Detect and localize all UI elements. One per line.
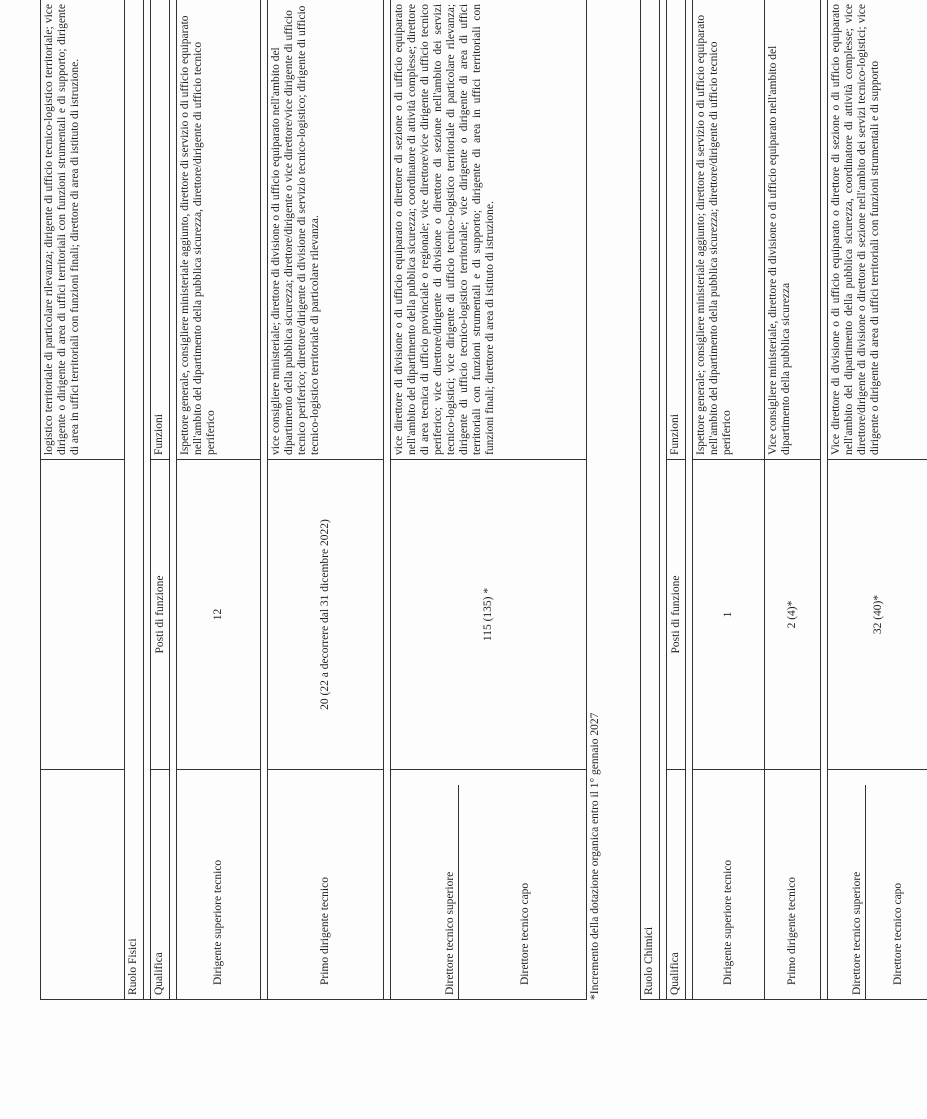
chimici-header-funzioni: Funzioni bbox=[667, 0, 686, 460]
chimici-row-3-qualifica: Direttore tecnico capo bbox=[891, 882, 904, 985]
continuation-qualifica-cell bbox=[41, 770, 125, 1000]
fisici-row-3-qualifica-cell bbox=[391, 770, 587, 1000]
fisici-footnote: *Incremento della dotazione organica entro il 1° gennaio 2027 bbox=[589, 712, 601, 1000]
continuation-funzioni-cell: logistico territoriale di particolare rilevanza; dirigente di ufficio tecnico-logistico territoriale; vice dirigente o dirigente di area di uffici territoriali con funzioni strumentali e di supporto; dirigente di area in uffici territoriali con funzioni finali; direttore di area di istituto di istruzione. bbox=[41, 0, 125, 460]
fisici-row-2-funzioni: vice consigliere ministeriale; direttore di divisione o di ufficio equiparato nell'ambito del dipartimento della pubblica sicurezza; direttore/dirigente o vice direttore/vice dirigente di ufficio tecnico periferico; direttore/dirigente di divisione di servizio tecnico-logistico; dirigente di ufficio tecnico-logistico territoriale di particolare rilevanza. bbox=[268, 0, 384, 460]
fisici-spacer-band bbox=[144, 0, 151, 1000]
fisici-row-3-funzioni: vice direttore di divisione o di ufficio equiparato o direttore di sezione o di ufficio equiparato nell'ambito del dipartimento della pubblica sicurezza; coordinatore di attività complesse; direttore di area tecnica di ufficio provinciale o regionale; vice direttore/vice dirigente di ufficio tecnico periferico; vice direttore/dirigente di divisione o direttore di sezione nell'ambito dei servizi tecnico-logistici; vice dirigente di ufficio tecnico-logistico territoriale di particolare rilevanza; dirigente di ufficio tecnico-logistico territoriale; vice dirigente o dirigente di area di uffici territoriali con funzioni strumentali e di supporto; dirigente di area in uffici territoriali con funzioni finali; direttore di area di istituto di istruzione. bbox=[391, 0, 587, 460]
fisici-row-1-funzioni: Ispettore generale, consigliere ministeriale aggiunto, direttore di servizio o di ufficio equiparato nell'ambito del dipartimento della pubblica sicurezza, direttore/dirigente di ufficio tecnico periferico bbox=[177, 0, 261, 460]
chimici-row-3-qualifica-top: Direttore tecnico superiore bbox=[851, 785, 866, 999]
chimici-row-3-funzioni: Vice direttore di divisione o di ufficio equiparato o direttore di sezione o di ufficio equiparato nell'ambito del dipartimento della pubblica sicurezza, coordinatore di attività complesse; vice direttore/dirigente di divisione o direttore di sezione nell'ambito dei servizi tecnico-logistici; vice dirigente o dirigente di area di uffici territoriali con funzioni strumentali e di supporto bbox=[828, 0, 927, 460]
chimici-row-1-posti: 1 bbox=[693, 460, 765, 770]
fisici-row-3-qualifica: Direttore tecnico capo bbox=[518, 882, 531, 985]
chimici-header-qualifica: Qualifica bbox=[667, 770, 686, 1000]
fisici-row-3-qualifica-top: Direttore tecnico superiore bbox=[444, 785, 459, 999]
chimici-row-1-funzioni: Ispettore generale; consigliere ministeriale aggiunto; direttore di servizio o di ufficio equiparato nell'ambito del dipartimento della pubblica sicurezza; direttore/dirigente di ufficio tecnico periferico bbox=[693, 0, 765, 460]
chimici-spacer-band-2 bbox=[686, 0, 693, 1000]
fisici-header-posti: Posti di funzione bbox=[151, 460, 170, 770]
chimici-title: Ruolo Chimici bbox=[641, 0, 660, 1000]
chimici-row-3-posti: 32 (40)* bbox=[828, 460, 927, 770]
chimici-spacer-band-3 bbox=[821, 0, 828, 1000]
chimici-row-2-qualifica: Primo dirigente tecnico bbox=[765, 770, 821, 1000]
chimici-row-3-qualifica-cell bbox=[828, 770, 927, 1000]
chimici-spacer-band bbox=[660, 0, 667, 1000]
continuation-posti-cell bbox=[41, 460, 125, 770]
fisici-row-1-posti: 12 bbox=[177, 460, 261, 770]
fisici-row-2-qualifica: Primo dirigente tecnico bbox=[268, 770, 384, 1000]
chimici-row-1-qualifica: Dirigente superiore tecnico bbox=[693, 770, 765, 1000]
chimici-row-2-funzioni: Vice consigliere ministeriale, direttore di divisione o di ufficio equiparato nell'ambito del dipartimento della pubblica sicurezza bbox=[765, 0, 821, 460]
chimici-table bbox=[640, 0, 927, 1000]
fisici-spacer-band-3 bbox=[261, 0, 268, 1000]
fisici-spacer-band-2 bbox=[170, 0, 177, 1000]
chimici-row-2-posti: 2 (4)* bbox=[765, 460, 821, 770]
fisici-header-qualifica: Qualifica bbox=[151, 770, 170, 1000]
fisici-spacer-band-4 bbox=[384, 0, 391, 1000]
rotated-document bbox=[40, 0, 920, 1000]
fisici-row-2-posti: 20 (22 a decorrere dal 31 dicembre 2022) bbox=[268, 460, 384, 770]
chimici-header-posti: Posti di funzione bbox=[667, 460, 686, 770]
fisici-row-3-posti: 115 (135) * bbox=[391, 460, 587, 770]
fisici-header-funzioni: Funzioni bbox=[151, 0, 170, 460]
continuation-table bbox=[40, 0, 125, 1000]
fisici-table bbox=[124, 0, 607, 1000]
fisici-title: Ruolo Fisici bbox=[125, 0, 144, 1000]
fisici-row-1-qualifica: Dirigente superiore tecnico bbox=[177, 770, 261, 1000]
